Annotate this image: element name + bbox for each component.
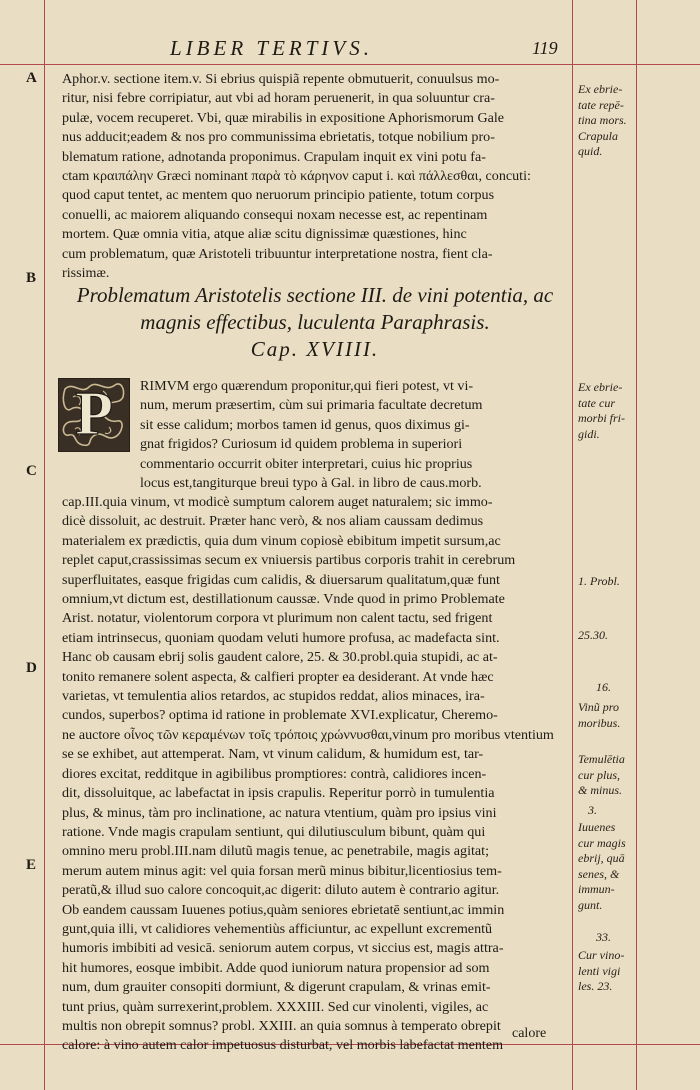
text-line: calore: à vino autem calor impetuosus disturbat, vel morbis labefactat mentem [62, 1037, 504, 1054]
margin-rule-inner [572, 0, 573, 1090]
heading-line-1: Problematum Aristotelis sectione III. de vini potentia, ac [76, 283, 554, 307]
text-line: conuelli, ac maiorem aliquando consequi noxam necesse est, ac repentinam [62, 206, 488, 223]
margin-rule-right [636, 0, 637, 1090]
margin-rule-left [44, 0, 45, 1090]
text-line: Hanc ob causam ebrij solis gaudent calore, 25. & 30.probl.quia stupidi, ac at- [62, 649, 498, 666]
section-letter-d: D [26, 660, 37, 676]
text-line: blematum ratione, adnotanda proponimus. Crapulam inquit ex vini potu fa- [62, 148, 486, 165]
text-line: cap.III.quia vinum, vt modicè sumptum calorem auget naturalem; sic immo- [62, 494, 493, 510]
margin-note-youths: Iuuenes cur magis ebrij, quā senes, & immun- gunt. [578, 820, 626, 912]
text-line: omnino meru probl.III.nam dilutũ magis tenue, ac penetrabile, magis agitat; [62, 843, 489, 860]
text-line: se se exhibet, aut attemperat. Nam, vt vinum calidum, & humidum est, tar- [62, 746, 484, 763]
text-line: humoris imbibiti ad vesicā. seniorum autem corpus, vt siccius est, magis attra- [62, 940, 504, 957]
text-line: num, dum grauiter consopiti dormiunt, & digerunt crapulam, & vrinas emit- [62, 979, 491, 996]
text-line: dicè dissoluit, ac destruit. Præter hanc verò, & nos aliam caussam dedimus [62, 513, 484, 530]
text-line: etiam intrinsecus, quoniam quodam veluti humore profusa, ac madefacta sint. [62, 629, 500, 646]
initial-ornament-icon [59, 379, 129, 451]
text-line: rissimæ. [62, 265, 110, 282]
text-line: peratũ,& illud suo calore concoquit,ac digerit: diluto autem è contrario agitur. [62, 882, 500, 899]
section-letter-e: E [26, 857, 37, 873]
margin-note-16: 16. [596, 680, 611, 694]
margin-note-wine-manners: Vinũ pro moribus. [578, 700, 621, 730]
text-line: superfluitates, easque frigidas cum calidis, & diuersarum qualitatum,quæ funt [62, 571, 500, 588]
text-line: diores excitat, redditque in agibilibus promptiores: contrà, calidiores incen- [62, 765, 487, 782]
text-line: RIMVM ergo quærendum proponitur,qui fieri potest, vt vi- [140, 378, 474, 394]
paragraph-aphorism [62, 70, 568, 283]
margin-note-3: 3. [588, 803, 597, 817]
text-line: tunt prius, quàm surrexerint,problem. XXXIII. Sed cur vinolenti, vigiles, ac [62, 998, 489, 1015]
text-line: pulæ, vocem recuperet. Vbi, quæ mirabilis in expositione Aphorismorum Gale [62, 109, 505, 126]
catchword: calore [512, 1026, 547, 1041]
text-line: dit, dissoluitque, ac labefactat in ipsis crapulis. Reperitur porrò in tumulentia [62, 785, 495, 802]
section-letter-c: C [26, 463, 37, 479]
text-line: ritur, nisi febre corripiatur, aut vbi ad horam peruenerit, in qua soluuntur cra- [62, 90, 495, 107]
text-line: ctam κραιπάλην Græci nominant παρὰ τὸ κάρηνον caput i. καὶ πάλλεσθαι, concuti: [62, 168, 531, 185]
text-line: cundos, superbos? optima id ratione in problemate XVI.explicatur, Cheremo- [62, 707, 498, 724]
text-line: commentario occurrit obiter interpretari, cuius hic proprius [140, 455, 473, 472]
text-line: ne auctore οἶνος τῶν κεραμένων τοῖς τρόποις χρώννυσθαι,vinum pro moribus vtentium [62, 726, 554, 743]
text-line: quod caput tentet, ac mentem quo neruorum principio patiente, totum corpus [62, 187, 495, 204]
svg-text:P: P [75, 380, 113, 448]
section-letter-a: A [26, 70, 37, 86]
text-line: plus, & minus, tàm pro inclinatione, ac natura vtentium, quàm pro ipsius vini [62, 804, 497, 821]
running-head: LIBER TERTIVS. [170, 36, 373, 60]
paragraph-primum-opening [140, 377, 568, 493]
text-line: hit humores, eosque imbibit. Adde quod iuniorum natura propensior ad som [62, 959, 490, 976]
text-line: Arist. notatur, violentorum corpora vt plurimum non calent tactu, sed frigent [62, 610, 493, 627]
header-rule [0, 64, 700, 65]
margin-note-25-30: 25.30. [578, 628, 608, 642]
heading-line-2: magnis effectibus, luculenta Paraphrasis. [140, 310, 490, 334]
decorated-initial-p [58, 378, 130, 452]
text-line: mortem. Quæ omnia vitia, atque aliæ scitu dignissimæ quæstiones, hinc [62, 226, 467, 243]
margin-note-cold-diseases: Ex ebrie- tate cur morbi fri- gidi. [578, 380, 626, 441]
text-line: materialem ex prædictis, quia dum vinum copiosè ebibitum impetit sursum,ac [62, 532, 501, 549]
section-letter-b: B [26, 270, 37, 286]
text-line: sit esse calidum; morbos tamen id genus, quos diximus gi- [140, 416, 470, 433]
text-line: varietas, vt temulentia alios retardos, ac stupidos reddat, alios minaces, ira- [62, 688, 485, 705]
text-line: Ob eandem caussam Iuuenes potius,quàm seniores ebrietatē sentiunt,ac immin [62, 901, 505, 918]
text-line: num, merum præsertim, cùm sui primaria facultate decretum [140, 397, 483, 414]
margin-note-vigilant: Cur vino- lenti vigi les. 23. [578, 948, 625, 993]
margin-note-33: 33. [596, 930, 611, 944]
text-line: ratione. Vnde magis crapulam sentiunt, qui dilutiusculum bibunt, quàm qui [62, 823, 486, 840]
text-line: replet caput,crassissimas secum ex vniuersis partibus corporis trahit in cerebrum [62, 552, 516, 569]
page-number: 119 [532, 38, 558, 58]
text-line: gunt,quia illi, vt calidiores vehementiùs afficiuntur, ac expellunt excrementũ [62, 920, 493, 937]
chapter-number: Cap. XVIIII. [250, 337, 380, 361]
text-line: merum autem minus agit: vel quia forsan merũ minus bibitur,licentiosius tem- [62, 862, 502, 879]
text-line: nus adducit;eadem & nos pro communissima ebrietatis, totque nobilium pro- [62, 129, 495, 146]
margin-note-drunkenness-degree: Temulētia cur plus, & minus. [578, 752, 625, 797]
text-line: omnium,vt dictum est, destillationum caussæ. Vnde quod in primo Problemate [62, 591, 505, 608]
text-line: cum problematum, quæ Aristoteli tribuuntur interpretatione nostra, fient cla- [62, 245, 493, 262]
text-line: multis non obrepit somnus? probl. XXIII. an quia somnus à temperato obrepit [62, 1017, 501, 1034]
text-line: Aphor.v. sectione item.v. Si ebrius quispiã repente obmutuerit, conuulsus mo- [62, 71, 500, 87]
text-line: gnat frigidos? Curiosum id quidem problema in superiori [140, 436, 463, 453]
chapter-heading [62, 282, 568, 363]
margin-note-ebriety-death: Ex ebrie- tate repē- tina mors. Crapula quid. [578, 82, 627, 158]
text-line: tonito remanere solent aspecta, & calfieri propter ea desiderant. At vnde hæc [62, 668, 494, 685]
text-line: locus est,tangiturque breui typo à Gal. in libro de caus.morb. [140, 475, 482, 492]
paragraph-primum-body [62, 493, 568, 1056]
margin-note-probl-1: 1. Probl. [578, 574, 620, 588]
